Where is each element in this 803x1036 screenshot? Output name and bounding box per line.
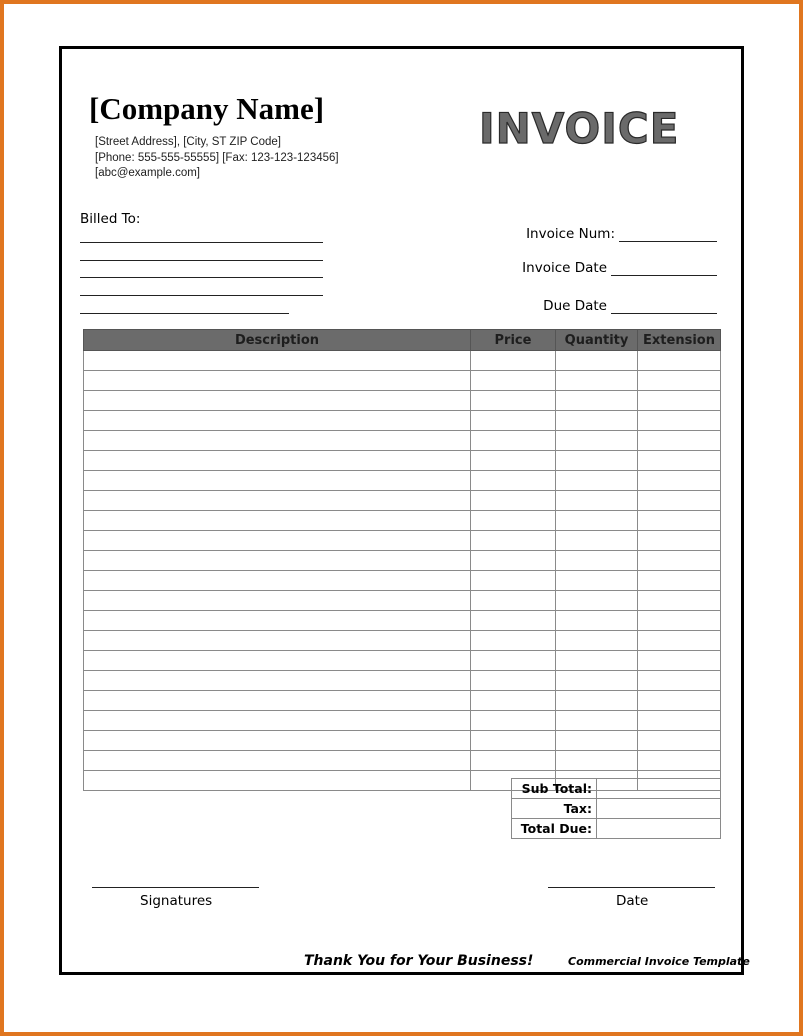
table-row (84, 651, 721, 671)
tax-row (512, 799, 721, 819)
invoice-title: INVOICE (479, 104, 680, 153)
extension-cell[interactable] (638, 351, 721, 371)
total-due-value[interactable] (597, 819, 721, 839)
description-cell[interactable] (84, 691, 471, 711)
table-row (84, 691, 721, 711)
extension-cell[interactable] (638, 651, 721, 671)
date-label: Date (616, 893, 649, 909)
due-date-field[interactable] (611, 301, 717, 314)
description-cell[interactable] (84, 751, 471, 771)
extension-cell[interactable] (638, 711, 721, 731)
company-contact: [Phone: 555-555-55555] [Fax: 123-123-123456] (95, 151, 339, 164)
items-body (84, 351, 721, 791)
invoice-num-field[interactable] (619, 229, 717, 242)
thank-you-note: Thank You for Your Business! (304, 953, 534, 969)
description-cell[interactable] (84, 411, 471, 431)
invoice-date-row (522, 260, 717, 276)
extension-cell[interactable] (638, 371, 721, 391)
extension-cell[interactable] (638, 731, 721, 751)
billed-to-line[interactable] (80, 295, 323, 296)
extension-cell[interactable] (638, 531, 721, 551)
billed-to-line[interactable] (80, 277, 323, 278)
quantity-cell[interactable] (556, 451, 638, 471)
billed-to-label: Billed To: (80, 211, 141, 227)
price-cell[interactable] (471, 411, 556, 431)
header-quantity: Quantity (556, 330, 638, 351)
quantity-cell[interactable] (556, 571, 638, 591)
table-row (84, 491, 721, 511)
extension-cell[interactable] (638, 471, 721, 491)
extension-cell[interactable] (638, 511, 721, 531)
extension-cell[interactable] (638, 451, 721, 471)
price-cell[interactable] (471, 431, 556, 451)
description-cell[interactable] (84, 731, 471, 751)
extension-cell[interactable] (638, 691, 721, 711)
table-row (84, 411, 721, 431)
price-cell[interactable] (471, 671, 556, 691)
price-cell[interactable] (471, 551, 556, 571)
total-due-row (512, 819, 721, 839)
table-row (84, 631, 721, 651)
extension-cell[interactable] (638, 551, 721, 571)
header-description: Description (84, 330, 471, 351)
price-cell[interactable] (471, 651, 556, 671)
price-cell[interactable] (471, 391, 556, 411)
description-cell[interactable] (84, 771, 471, 791)
price-cell[interactable] (471, 691, 556, 711)
tax-label: Tax: (512, 799, 597, 819)
extension-cell[interactable] (638, 491, 721, 511)
description-cell[interactable] (84, 591, 471, 611)
invoice-date-field[interactable] (611, 263, 717, 276)
extension-cell[interactable] (638, 391, 721, 411)
extension-cell[interactable] (638, 751, 721, 771)
quantity-cell[interactable] (556, 591, 638, 611)
table-row (84, 471, 721, 491)
table-row (84, 511, 721, 531)
subtotal-row (512, 779, 721, 799)
invoice-num-label: Invoice Num: (526, 226, 615, 242)
table-row (84, 731, 721, 751)
invoice-num-row (526, 226, 717, 242)
price-cell[interactable] (471, 451, 556, 471)
description-cell[interactable] (84, 471, 471, 491)
extension-cell[interactable] (638, 631, 721, 651)
price-cell[interactable] (471, 471, 556, 491)
price-cell[interactable] (471, 491, 556, 511)
quantity-cell[interactable] (556, 371, 638, 391)
price-cell[interactable] (471, 731, 556, 751)
due-date-label: Due Date (543, 298, 607, 314)
description-cell[interactable] (84, 531, 471, 551)
billed-to-line[interactable] (80, 242, 323, 243)
subtotal-value[interactable] (597, 779, 721, 799)
extension-cell[interactable] (638, 591, 721, 611)
quantity-cell[interactable] (556, 351, 638, 371)
description-cell[interactable] (84, 611, 471, 631)
description-cell[interactable] (84, 391, 471, 411)
description-cell[interactable] (84, 571, 471, 591)
quantity-cell[interactable] (556, 491, 638, 511)
description-cell[interactable] (84, 631, 471, 651)
price-cell[interactable] (471, 571, 556, 591)
quantity-cell[interactable] (556, 651, 638, 671)
billed-to-line[interactable] (80, 260, 323, 261)
price-cell[interactable] (471, 371, 556, 391)
quantity-cell[interactable] (556, 471, 638, 491)
quantity-cell[interactable] (556, 691, 638, 711)
header-price: Price (471, 330, 556, 351)
table-row (84, 431, 721, 451)
quantity-cell[interactable] (556, 391, 638, 411)
price-cell[interactable] (471, 591, 556, 611)
quantity-cell[interactable] (556, 611, 638, 631)
table-row (84, 571, 721, 591)
company-name: [Company Name] (89, 91, 325, 126)
extension-cell[interactable] (638, 571, 721, 591)
description-cell[interactable] (84, 551, 471, 571)
items-table (83, 329, 721, 791)
header-extension: Extension (638, 330, 721, 351)
extension-cell[interactable] (638, 431, 721, 451)
totals-table (511, 778, 721, 839)
quantity-cell[interactable] (556, 751, 638, 771)
price-cell[interactable] (471, 611, 556, 631)
table-row (84, 751, 721, 771)
date-line[interactable] (548, 887, 715, 888)
table-row (84, 711, 721, 731)
quantity-cell[interactable] (556, 631, 638, 651)
price-cell[interactable] (471, 531, 556, 551)
quantity-cell[interactable] (556, 671, 638, 691)
description-cell[interactable] (84, 491, 471, 511)
description-cell[interactable] (84, 451, 471, 471)
invoice-sheet (59, 46, 750, 975)
quantity-cell[interactable] (556, 411, 638, 431)
description-cell[interactable] (84, 651, 471, 671)
table-row (84, 391, 721, 411)
subtotal-label: Sub Total: (512, 779, 597, 799)
table-row (84, 591, 721, 611)
description-cell[interactable] (84, 711, 471, 731)
quantity-cell[interactable] (556, 731, 638, 751)
description-cell[interactable] (84, 671, 471, 691)
extension-cell[interactable] (638, 671, 721, 691)
table-row (84, 371, 721, 391)
quantity-cell[interactable] (556, 531, 638, 551)
quantity-cell[interactable] (556, 711, 638, 731)
due-date-row (543, 298, 717, 314)
price-cell[interactable] (471, 711, 556, 731)
billed-to-line[interactable] (80, 313, 289, 314)
company-address: [Street Address], [City, ST ZIP Code] (95, 136, 281, 148)
quantity-cell[interactable] (556, 511, 638, 531)
signature-line[interactable] (92, 887, 259, 888)
quantity-cell[interactable] (556, 431, 638, 451)
invoice-date-label: Invoice Date (522, 260, 607, 276)
description-cell[interactable] (84, 511, 471, 531)
description-cell[interactable] (84, 371, 471, 391)
total-due-label: Total Due: (512, 819, 597, 839)
quantity-cell[interactable] (556, 551, 638, 571)
company-info (95, 135, 339, 182)
template-name: Commercial Invoice Template (568, 955, 750, 968)
extension-cell[interactable] (638, 611, 721, 631)
table-row (84, 671, 721, 691)
signatures-label: Signatures (140, 893, 213, 909)
company-email: [abc@example.com] (95, 167, 200, 179)
table-row (84, 611, 721, 631)
tax-value[interactable] (597, 799, 721, 819)
price-cell[interactable] (471, 351, 556, 371)
table-header-row (84, 330, 721, 351)
price-cell[interactable] (471, 631, 556, 651)
price-cell[interactable] (471, 511, 556, 531)
extension-cell[interactable] (638, 411, 721, 431)
description-cell[interactable] (84, 431, 471, 451)
table-row (84, 531, 721, 551)
table-row (84, 451, 721, 471)
table-row (84, 551, 721, 571)
price-cell[interactable] (471, 751, 556, 771)
description-cell[interactable] (84, 351, 471, 371)
table-row (84, 351, 721, 371)
